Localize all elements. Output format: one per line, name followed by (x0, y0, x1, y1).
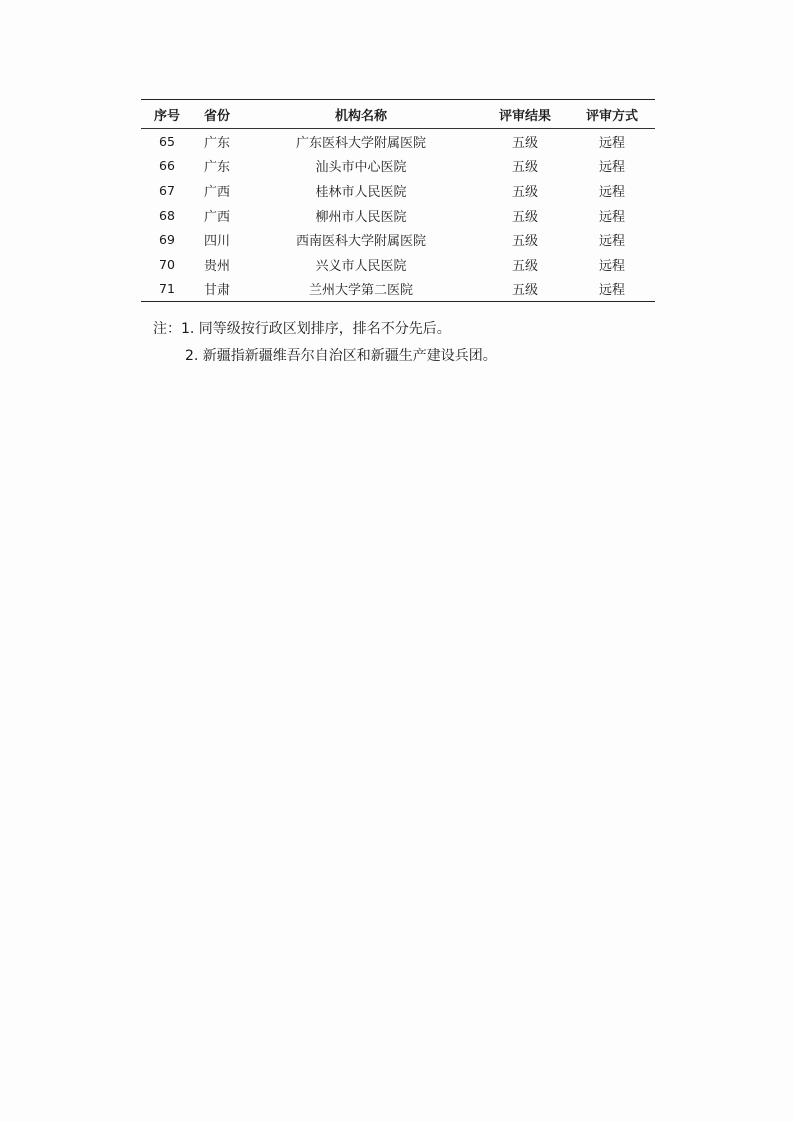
note-line-2: 2. 新疆指新疆维吾尔自治区和新疆生产建设兵团。 (185, 348, 497, 364)
cell-serial-number: 65 (159, 133, 175, 149)
cell-institution-name: 柳州市人民医院 (315, 209, 407, 225)
header-province: 省份 (203, 108, 230, 124)
cell-serial-number: 66 (159, 158, 175, 174)
cell-review-method: 远程 (598, 160, 625, 176)
header-review-result: 评审结果 (498, 108, 551, 124)
cell-institution-name: 兴义市人民医院 (315, 258, 407, 274)
cell-serial-number: 71 (159, 281, 175, 297)
cell-review-result: 五级 (511, 209, 538, 225)
cell-serial-number: 67 (159, 182, 175, 198)
note-line-1: 注：1. 同等级按行政区划排序，排名不分先后。 (153, 321, 451, 337)
hospital-review-table (141, 99, 655, 302)
cell-institution-name: 桂林市人民医院 (315, 184, 407, 200)
cell-province: 广西 (203, 209, 230, 225)
cell-institution-name: 汕头市中心医院 (315, 160, 407, 176)
table-row (141, 129, 655, 154)
cell-institution-name: 西南医科大学附属医院 (295, 234, 426, 250)
cell-review-method: 远程 (598, 135, 625, 151)
hospital-table-container (141, 99, 655, 302)
cell-review-result: 五级 (511, 184, 538, 200)
cell-review-method: 远程 (598, 283, 625, 299)
header-review-method: 评审方式 (585, 108, 638, 124)
cell-province: 广西 (203, 184, 230, 200)
header-serial-number: 序号 (153, 108, 180, 124)
cell-serial-number: 70 (159, 256, 175, 272)
cell-province: 四川 (203, 234, 230, 250)
cell-review-method: 远程 (598, 234, 625, 250)
cell-serial-number: 68 (159, 207, 175, 223)
table-row (141, 178, 655, 203)
cell-review-result: 五级 (511, 234, 538, 250)
table-row (141, 203, 655, 228)
table-row (141, 227, 655, 252)
table-row (141, 154, 655, 179)
cell-province: 甘肃 (203, 283, 230, 299)
cell-review-method: 远程 (598, 209, 625, 225)
table-notes (153, 316, 497, 370)
cell-serial-number: 69 (159, 232, 175, 248)
cell-province: 广东 (203, 135, 230, 151)
cell-review-method: 远程 (598, 258, 625, 274)
cell-review-method: 远程 (598, 184, 625, 200)
table-row (141, 252, 655, 277)
cell-review-result: 五级 (511, 283, 538, 299)
cell-institution-name: 广东医科大学附属医院 (295, 135, 426, 151)
cell-review-result: 五级 (511, 135, 538, 151)
cell-review-result: 五级 (511, 258, 538, 274)
cell-institution-name: 兰州大学第二医院 (308, 283, 413, 299)
table-row (141, 277, 655, 302)
cell-province: 贵州 (203, 258, 230, 274)
cell-province: 广东 (203, 160, 230, 176)
header-institution-name: 机构名称 (334, 108, 387, 124)
cell-review-result: 五级 (511, 160, 538, 176)
table-header-row (141, 100, 655, 129)
